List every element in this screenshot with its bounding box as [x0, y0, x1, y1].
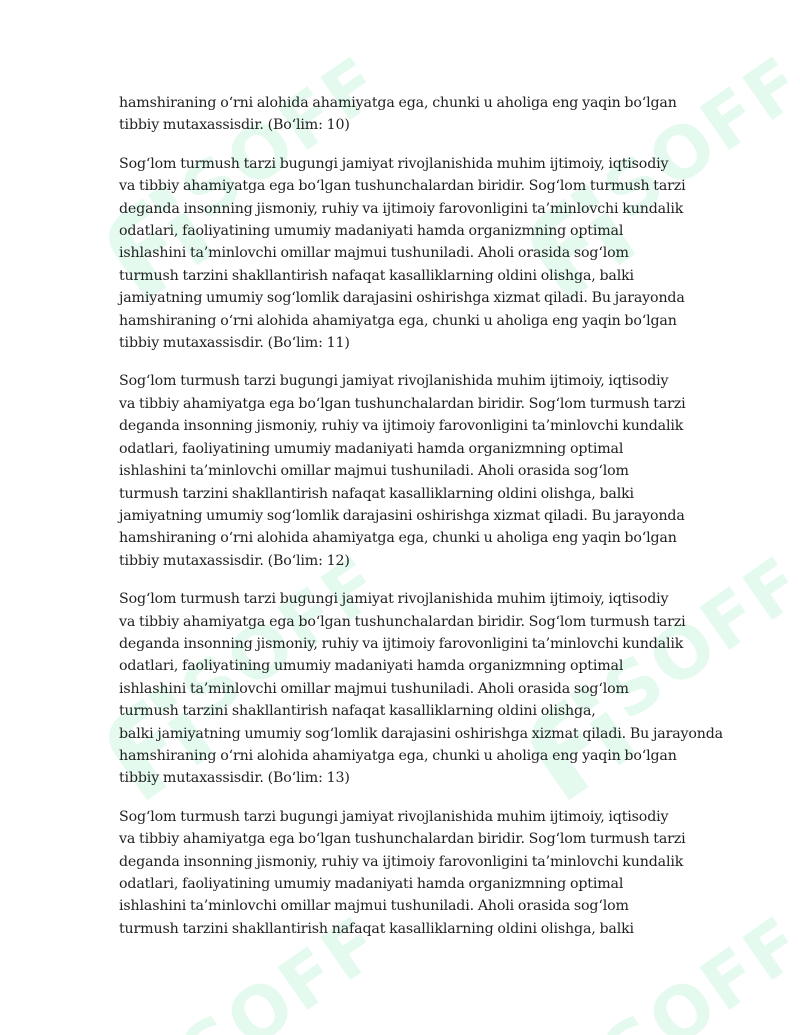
- text-line: hamshiraning o‘rni alohida ahamiyatga ega, chunki u aholiga eng yaqin bo‘lgan: [119, 95, 677, 111]
- text-line: ishlashini ta’minlovchi omillar majmui tushuniladi. Aholi orasida sog‘lom: [119, 245, 629, 262]
- paragraph: [119, 806, 699, 940]
- text-line: odatlari, faoliyatining umumiy madaniyati hamda organizmning optimal: [119, 658, 624, 675]
- text-line: hamshiraning o‘rni alohida ahamiyatga ega, chunki u aholiga eng yaqin bo‘lgan: [119, 312, 677, 329]
- text-line: odatlari, faoliyatining umumiy madaniyati hamda organizmning optimal: [119, 440, 624, 457]
- text-line: va tibbiy ahamiyatga ega bo‘lgan tushunchalardan biridir. Sog‘lom turmush tarzi: [119, 395, 686, 412]
- text-line: deganda insonning jismoniy, ruhiy va ijtimoiy farovonligini ta’minlovchi kundalik: [119, 200, 684, 217]
- text-line: deganda insonning jismoniy, ruhiy va ijtimoiy farovonligini ta’minlovchi kundalik: [119, 418, 684, 435]
- text-line: hamshiraning o‘rni alohida ahamiyatga ega, chunki u aholiga eng yaqin bo‘lgan: [119, 530, 677, 547]
- text-line: tibbiy mutaxassisdir. (Bo‘lim: 13): [119, 770, 350, 787]
- paragraph: [119, 92, 699, 137]
- text-line: tibbiy mutaxassisdir. (Bo‘lim: 10): [119, 117, 350, 134]
- text-line: turmush tarzini shakllantirish nafaqat kasalliklarning oldini olishga, balki: [119, 485, 634, 502]
- paragraph: [119, 153, 699, 355]
- text-line: odatlari, faoliyatining umumiy madaniyati hamda organizmning optimal: [119, 876, 624, 892]
- text-line: tibbiy mutaxassisdir. (Bo‘lim: 12): [119, 552, 350, 569]
- text-line: jamiyatning umumiy sog‘lomlik darajasini oshirishga xizmat qiladi. Bu jarayonda: [119, 290, 685, 307]
- text-line: Sog‘lom turmush tarzi bugungi jamiyat rivojlanishida muhim ijtimoiy, iqtisodiy: [119, 373, 669, 390]
- paragraph: [119, 370, 699, 572]
- soff-watermark: SOFF: [0, 0, 800, 1035]
- text-line: Sog‘lom turmush tarzi bugungi jamiyat rivojlanishida muhim ijtimoiy, iqtisodiy: [119, 591, 669, 608]
- paragraph: [119, 588, 723, 790]
- text-line: turmush tarzini shakllantirish nafaqat kasalliklarning oldini olishga, balki: [119, 267, 634, 284]
- text-line: ishlashini ta’minlovchi omillar majmui tushuniladi. Aholi orasida sog‘lom: [119, 463, 629, 480]
- text-line: hamshiraning o‘rni alohida ahamiyatga ega, chunki u aholiga eng yaqin bo‘lgan: [119, 747, 677, 764]
- text-line: jamiyatning umumiy sog‘lomlik darajasini oshirishga xizmat qiladi. Bu jarayonda: [119, 507, 685, 524]
- text-line: Sog‘lom turmush tarzi bugungi jamiyat rivojlanishida muhim ijtimoiy, iqtisodiy: [119, 808, 669, 825]
- text-line: ishlashini ta’minlovchi omillar majmui tushuniladi. Aholi orasida sog‘lom: [119, 898, 629, 915]
- text-line: deganda insonning jismoniy, ruhiy va ijtimoiy farovonligini ta’minlovchi kundalik: [119, 635, 684, 652]
- text-line: odatlari, faoliyatining umumiy madaniyati hamda organizmning optimal: [119, 223, 624, 240]
- text-line: balki jamiyatning umumiy sog‘lomlik darajasini oshirishga xizmat qiladi. Bu jarayonda: [119, 725, 723, 742]
- text-line: turmush tarzini shakllantirish nafaqat kasalliklarning oldini olishga,: [119, 703, 596, 720]
- text-line: tibbiy mutaxassisdir. (Bo‘lim: 11): [119, 335, 350, 352]
- document-body: [119, 92, 723, 956]
- text-line: deganda insonning jismoniy, ruhiy va ijtimoiy farovonligini ta’minlovchi kundalik: [119, 853, 684, 870]
- text-line: va tibbiy ahamiyatga ega bo‘lgan tushunchalardan biridir. Sog‘lom turmush tarzi: [119, 831, 686, 848]
- text-line: ishlashini ta’minlovchi omillar majmui tushuniladi. Aholi orasida sog‘lom: [119, 680, 629, 697]
- text-line: va tibbiy ahamiyatga ega bo‘lgan tushunchalardan biridir. Sog‘lom turmush tarzi: [119, 178, 686, 195]
- text-line: va tibbiy ahamiyatga ega bo‘lgan tushunchalardan biridir. Sog‘lom turmush tarzi: [119, 613, 686, 630]
- text-line: turmush tarzini shakllantirish nafaqat kasalliklarning oldini olishga, balki: [119, 920, 634, 937]
- text-line: Sog‘lom turmush tarzi bugungi jamiyat rivojlanishida muhim ijtimoiy, iqtisodiy: [119, 155, 669, 172]
